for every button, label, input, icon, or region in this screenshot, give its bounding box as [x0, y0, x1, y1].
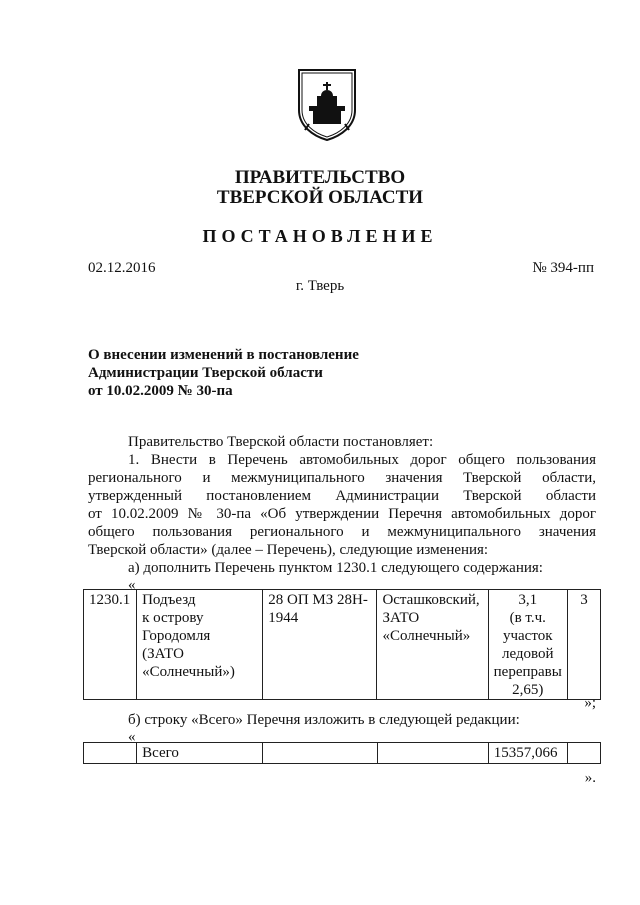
document-number: № 394-пп — [532, 260, 594, 276]
cell-line: (в т.ч. — [509, 610, 546, 626]
document-type: ПОСТАНОВЛЕНИЕ — [202, 226, 438, 246]
table-cell-category: 3 — [567, 590, 600, 700]
org-title-line2: ТВЕРСКОЙ ОБЛАСТИ — [216, 187, 424, 208]
cell-line: Подъезд — [142, 592, 196, 608]
paragraph-line: общего пользования регионального и межмуниципального значения — [88, 524, 596, 540]
table-cell-number: 1230.1 — [84, 590, 137, 700]
org-title-line1: ПРАВИТЕЛЬСТВО — [234, 167, 406, 188]
paragraph-line: от 10.02.2009 № 30-па «Об утверждении Перечня автомобильных дорог — [88, 506, 596, 522]
cell-line: 2,65) — [512, 682, 544, 698]
table-cell-empty — [377, 743, 488, 764]
table-cell-district — [377, 590, 488, 700]
table-cell-total-value: 15357,066 — [488, 743, 567, 764]
cell-line: (ЗАТО — [142, 646, 184, 662]
subject-line: О внесении изменений в постановление — [88, 347, 359, 363]
coat-of-arms-icon — [295, 66, 359, 142]
paragraph-line: утвержденный постановлением Администрации Тверской области — [88, 488, 596, 504]
table-cell-name — [137, 590, 263, 700]
addition-table — [83, 589, 601, 700]
cell-line: переправы — [493, 664, 562, 680]
document-city: г. Тверь — [295, 278, 345, 294]
open-quote: « — [128, 729, 136, 745]
cell-line: ледовой — [501, 646, 554, 662]
intro-paragraph: Правительство Тверской области постановляет: — [128, 434, 434, 450]
document-date: 02.12.2016 — [88, 260, 156, 276]
paragraph-line: 1. Внести в Перечень автомобильных дорог общего пользования — [128, 452, 596, 468]
cell-line: участок — [502, 628, 553, 644]
cell-line: 1944 — [268, 610, 299, 626]
cell-line: «Солнечный») — [142, 664, 235, 680]
total-table — [83, 742, 601, 764]
table-row — [84, 743, 601, 764]
cell-line: 28 ОП МЗ 28Н- — [268, 592, 368, 608]
cell-line: Осташковский, — [382, 592, 480, 608]
document-subject — [88, 346, 359, 400]
cell-line: ЗАТО — [382, 610, 420, 626]
table-cell-total-label: Всего — [137, 743, 263, 764]
table-row — [84, 590, 601, 700]
close-quote: ». — [584, 770, 596, 786]
paragraph-line: регионального и межмуниципального значения Тверской области, — [88, 470, 596, 486]
table-cell-empty — [263, 743, 377, 764]
cell-line: «Солнечный» — [382, 628, 471, 644]
paragraph-line: Тверской области» (далее – Перечень), следующие изменения: — [88, 542, 489, 558]
close-quote: »; — [584, 695, 596, 711]
cell-line: 3,1 — [518, 592, 538, 608]
item-a: а) дополнить Перечень пунктом 1230.1 следующего содержания: — [128, 560, 543, 576]
table-cell-code — [263, 590, 377, 700]
cell-line: Городомля — [142, 628, 211, 644]
subject-line: от 10.02.2009 № 30-па — [88, 383, 233, 399]
table-cell-empty — [84, 743, 137, 764]
open-quote: « — [128, 577, 136, 593]
subject-line: Администрации Тверской области — [88, 365, 323, 381]
item-b: б) строку «Всего» Перечня изложить в следующей редакции: — [128, 712, 520, 728]
cell-line: к острову — [142, 610, 204, 626]
table-cell-empty — [567, 743, 600, 764]
table-cell-length — [488, 590, 567, 700]
